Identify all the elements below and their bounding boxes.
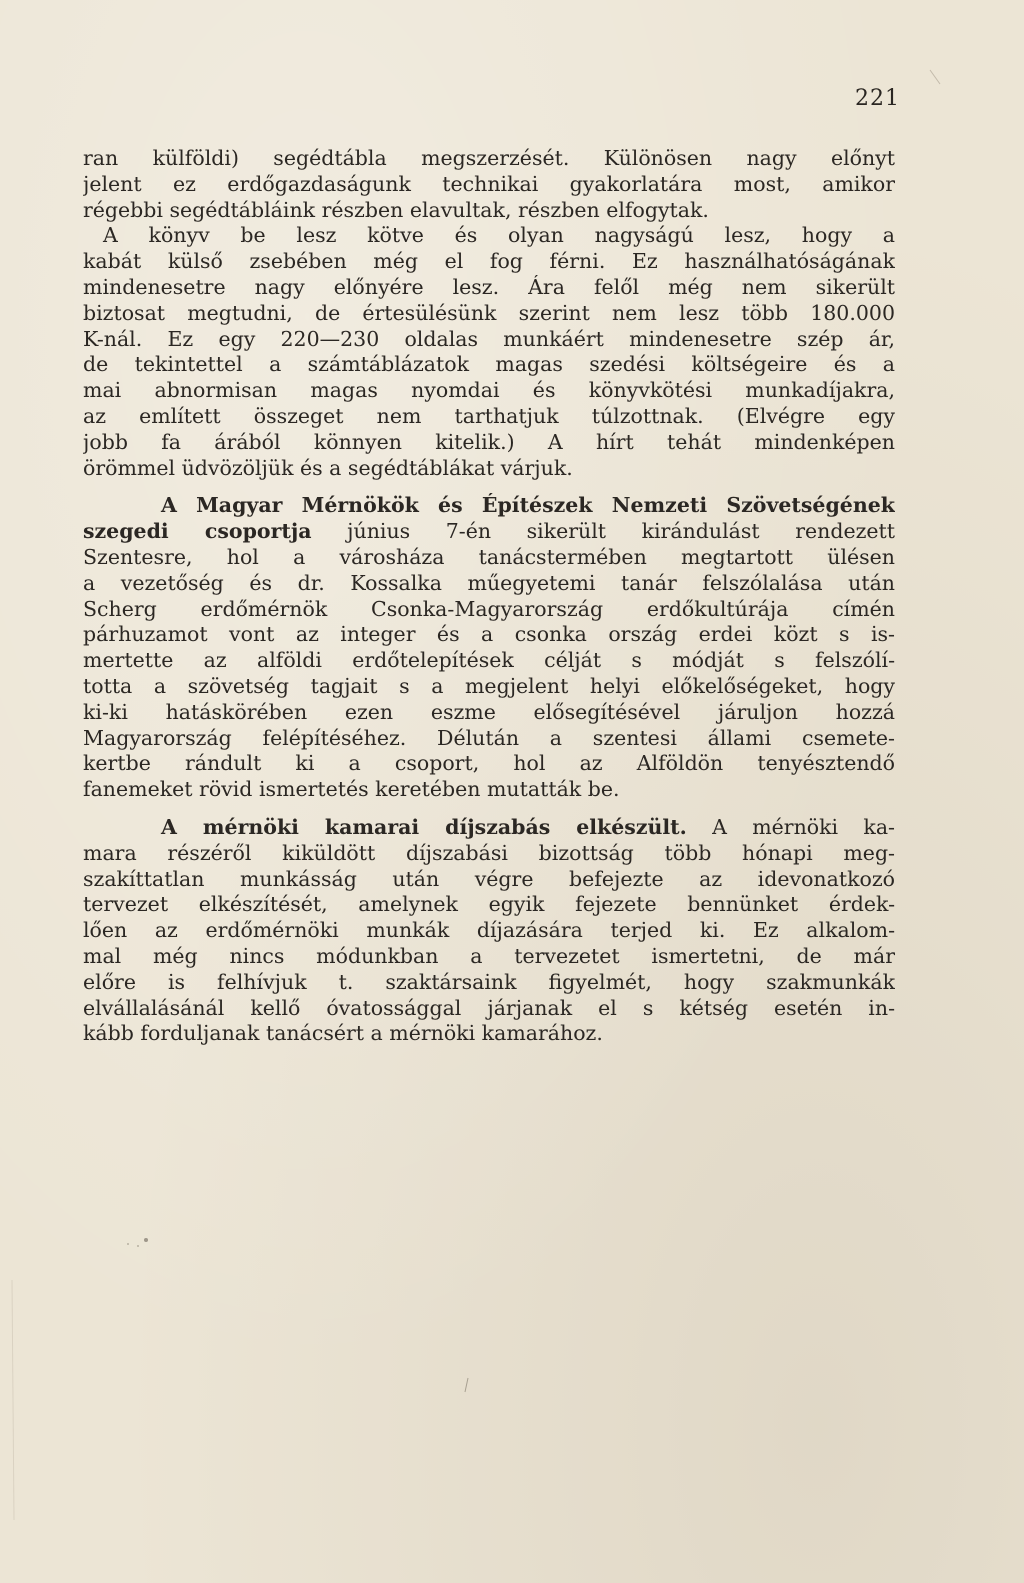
text-line: az említett összeget nem tarthatjuk túlzottnak. (Elvégre egy: [83, 403, 895, 428]
text-line: [83, 519, 895, 545]
text-line: a vezetőség és dr. Kossalka műegyetemi tanár felszólalása után: [83, 570, 895, 595]
section-heading: A Magyar Mérnökök és Építészek Nemzeti Szövetségének: [161, 493, 895, 518]
section-heading: A mérnöki kamarai díjszabás elkészült.: [161, 814, 687, 839]
text-line: biztosat megtudni, de értesülésünk szerint nem lesz több 180.000: [83, 300, 895, 325]
text-line: kább forduljanak tanácsért a mérnöki kamarához.: [83, 1021, 603, 1046]
text-line: ran külföldi) segédtábla megszerzését. Különösen nagy előnyt: [83, 146, 895, 170]
text-line: szakíttatlan munkásság után végre befejezte az idevonatkozó: [83, 866, 895, 891]
text-line: örömmel üdvözöljük és a segédtáblákat várjuk.: [83, 455, 573, 480]
text-line: kabát külső zsebében még el fog férni. Ez használhatóságának: [83, 249, 895, 274]
text-line: mai abnormisan magas nyomdai és könyvkötési munkadíjakra,: [83, 378, 895, 403]
article-text: [83, 146, 895, 1047]
text-line: mal még nincs módunkban a tervezetet ismertetni, de már: [83, 943, 895, 968]
paragraph-gap: [83, 481, 895, 493]
text-line: mertette az alföldi erdőtelepítések célját s módját s felszólí-: [83, 648, 895, 673]
text-line: előre is felhívjuk t. szaktársaink figyelmét, hogy szakmunkák: [83, 969, 895, 994]
text-line: jelent ez erdőgazdaságunk technikai gyakorlatára most, amikor: [83, 171, 895, 196]
text-line: Szentesre, hol a városháza tanácstermében megtartott ülésen: [83, 544, 895, 569]
text-line: mara részéről kiküldött díjszabási bizottság több hónapi meg-: [83, 840, 895, 865]
text-line: lően az erdőmérnöki munkák díjazására terjed ki. Ez alkalom-: [83, 918, 895, 943]
text-line: tervezet elkészítését, amelynek egyik fejezete bennünket érdek-: [83, 892, 895, 917]
text-line: [83, 815, 895, 841]
text-run: A mérnöki ka-: [686, 814, 895, 839]
text-line: A könyv be lesz kötve és olyan nagyságú lesz, hogy a: [103, 223, 895, 248]
text-line: kertbe rándult ki a csoport, hol az Alföldön tenyésztendő: [83, 751, 895, 776]
text-run: június 7-én sikerült kirándulást rendezett: [311, 519, 895, 544]
text-line: jobb fa árából könnyen kitelik.) A hírt tehát mindenképen: [83, 429, 895, 454]
section-heading-continued: szegedi csoportja: [83, 519, 312, 544]
paragraph-gap: [83, 803, 895, 815]
text-line: párhuzamot vont az integer és a csonka ország erdei közt s is-: [83, 622, 895, 647]
text-line: Scherg erdőmérnök Csonka-Magyarország erdőkultúrája címén: [83, 596, 895, 621]
text-line: Magyarország felépítéséhez. Délután a szentesi állami csemete-: [83, 725, 895, 750]
text-line: elvállalásánál kellő óvatossággal járjanak el s kétség esetén in-: [83, 995, 895, 1020]
page-number: 221: [855, 86, 900, 111]
text-line: ki-ki hatáskörében ezen eszme elősegítésével járuljon hozzá: [83, 699, 895, 724]
text-line: totta a szövetség tagjait s a megjelent helyi előkelőségeket, hogy: [83, 673, 895, 698]
text-line: régebbi segédtábláink részben elavultak, részben elfogytak.: [83, 197, 709, 222]
text-line: de tekintettel a számtáblázatok magas szedési költségeire és a: [83, 352, 895, 377]
text-line: fanemeket rövid ismertetés keretében mutatták be.: [83, 777, 620, 802]
text-line: K-nál. Ez egy 220—230 oldalas munkáért mindenesetre szép ár,: [83, 326, 895, 351]
text-line: mindenesetre nagy előnyére lesz. Ára felől még nem sikerült: [83, 274, 895, 299]
